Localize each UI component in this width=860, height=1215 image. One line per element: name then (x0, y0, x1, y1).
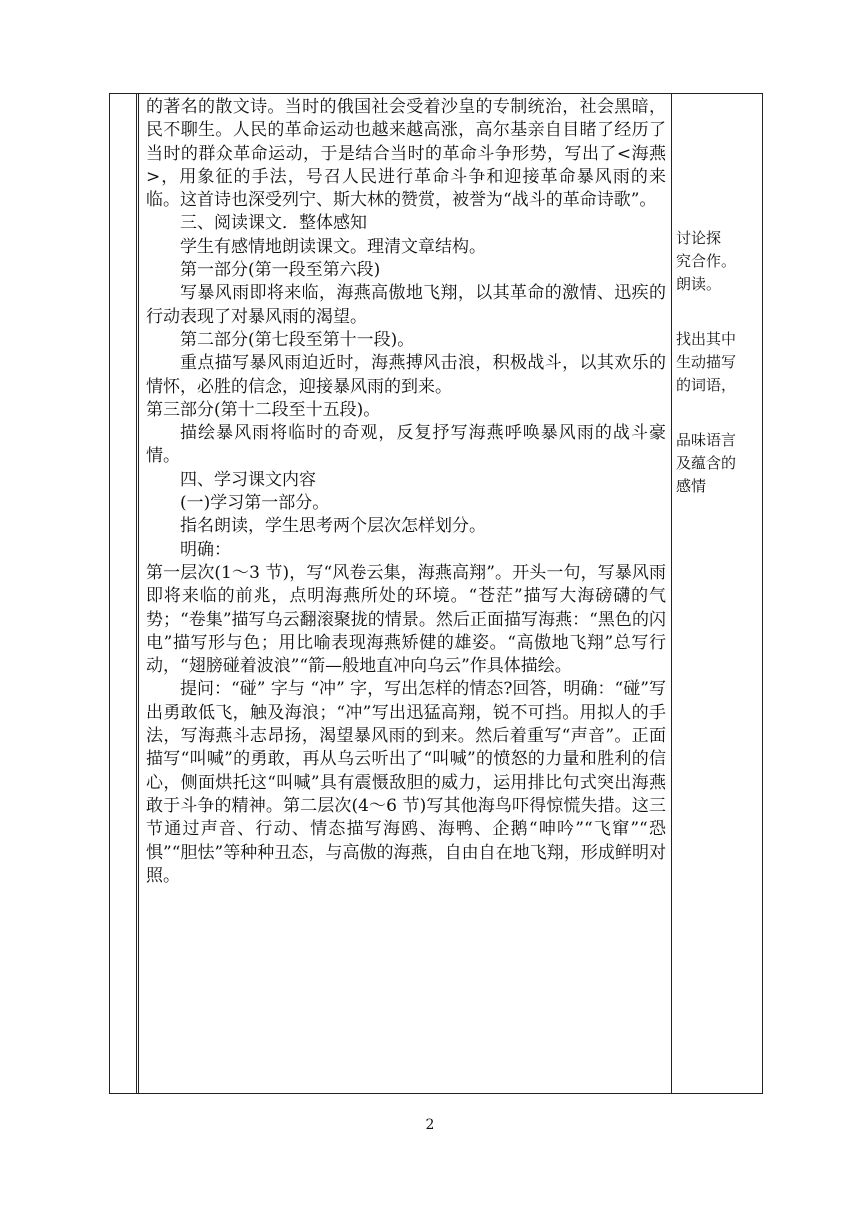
paragraph: 第二部分(第七段至第十一段)。 (180, 329, 415, 350)
table-divider-right (671, 94, 672, 1093)
side-note-words (676, 328, 762, 397)
table-divider-left-inner (138, 94, 139, 1093)
table-divider-left (136, 94, 137, 1093)
side-note-line: 朗读。 (676, 275, 722, 293)
side-note-discussion (676, 227, 762, 296)
side-note-language (676, 429, 762, 498)
section-heading: 四、学习课文内容 (180, 469, 316, 490)
side-note-line: 的词语， (676, 376, 737, 394)
paragraph: 明确： (180, 539, 231, 560)
paragraph: 描绘暴风雨将临时的奇观，反复抒写海燕呼唤暴风雨的战斗豪情。 (146, 423, 666, 467)
paragraph: 重点描写暴风雨迫近时，海燕搏风击浪，积极战斗，以其欢乐的情怀，必胜的信念，迎接暴风雨的到来。 (146, 353, 666, 397)
paragraph: 学生有感情地朗读课文。理清文章结构。 (180, 236, 486, 257)
side-note-line: 生动描写 (676, 353, 737, 371)
side-note-line: 究合作。 (676, 252, 737, 270)
paragraph: (一)学习第一部分。 (180, 493, 330, 514)
side-note-line: 品味语言 (676, 431, 737, 449)
paragraph: 第三部分(第十二段至十五段)。 (146, 399, 381, 420)
paragraph: 第一层次(1～3 节)，写“风卷云集，海燕高翔”。开头一句，写暴风雨即将来临的前兆，点明海燕所处的环境。“苍茫”描写大海磅礴的气势；“卷集”描写乌云翻滚聚拢的情景。然后正面描写海燕：“黑色的闪电”描写形与色；用比喻表现海燕矫健的雄姿。“高傲地飞翔”总写行动，“翅膀碰着波浪”“箭—般地直冲向乌云”作具体描绘。 (146, 562, 666, 677)
paragraph: 提问：“碰” 字与 “冲” 字，写出怎样的情态?回答，明确：“碰”写出勇敢低飞，触及海浪；“冲”写出迅猛高翔，锐不可挡。用拟人的手法，写海燕斗志昂扬，渴望暴风雨的到来。然后着重写“声音”。正面描写“叫喊”的勇敢，再从乌云听出了“叫喊”的愤怒的力量和胜利的信心，侧面烘托这“叫喊”具有震慑敌胆的威力，运用排比句式突出海燕敢于斗争的精神。第二层次(4～6 节)写其他海鸟吓得惊慌失措。这三节通过声音、行动、情态描写海鸥、海鸭、企鹅“呻吟”“飞窜”“恐惧”“胆怯”等种种丑态，与高傲的海燕，自由自在地飞翔，形成鲜明对照。 (146, 679, 666, 886)
side-note-line: 找出其中 (676, 330, 737, 348)
side-note-line: 感情 (676, 477, 707, 495)
side-note-line: 讨论探 (676, 229, 722, 247)
side-note-line: 及蕴含的 (676, 454, 737, 472)
section-heading: 三、阅读课文．整体感知 (180, 213, 367, 234)
paragraph: 的著名的散文诗。当时的俄国社会受着沙皇的专制统治，社会黑暗，民不聊生。人民的革命运动也越来越高涨，高尔基亲自目睹了经历了当时的群众革命运动，于是结合当时的革命斗争形势，写出了<海燕>，用象征的手法，号召人民进行革命斗争和迎接革命暴风雨的来临。这首诗也深受列宁、斯大林的赞赏，被誉为“战斗的革命诗歌”。 (146, 97, 666, 211)
lesson-plan-table (109, 93, 763, 1094)
paragraph: 写暴风雨即将来临，海燕高傲地飞翔，以其革命的激情、迅疾的行动表现了对暴风雨的渴望。 (146, 283, 666, 327)
paragraph: 指名朗读，学生思考两个层次怎样划分。 (180, 516, 486, 537)
paragraph: 第一部分(第一段至第六段) (180, 260, 381, 281)
main-content (146, 96, 666, 888)
page-number: 2 (425, 1117, 435, 1133)
